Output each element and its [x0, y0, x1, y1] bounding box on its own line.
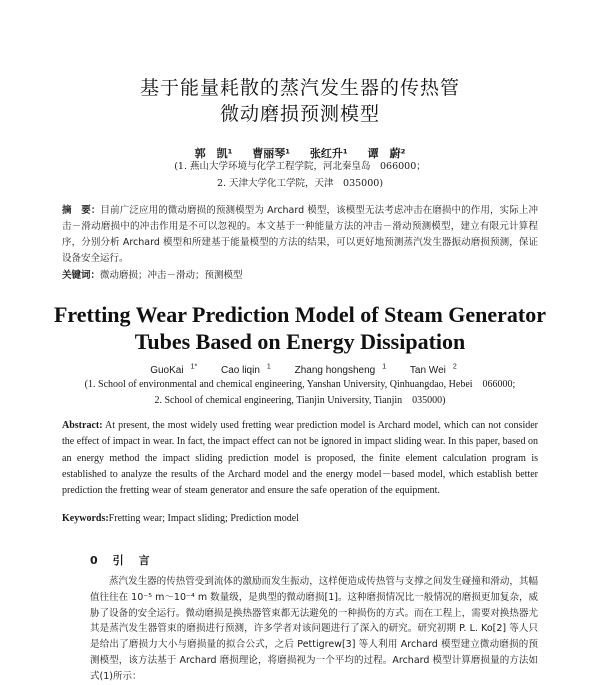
- english-keywords-text: Fretting wear; Impact sliding; Prediction model: [108, 513, 299, 524]
- chinese-keywords-label: 关键词：: [62, 270, 101, 281]
- english-author-list: [0, 364, 600, 376]
- english-title-line-1: Fretting Wear Prediction Model of Steam Generator: [53, 302, 547, 327]
- author-cn: 郭 凯¹: [194, 147, 233, 160]
- english-abstract: [62, 418, 538, 499]
- author-cn: 谭 蔚²: [367, 147, 406, 160]
- english-title-line-2: Tubes Based on Energy Dissipation: [134, 329, 466, 354]
- chinese-author-list: [0, 145, 600, 161]
- author-cn: 张红升¹: [309, 147, 348, 160]
- english-affiliation-2: 2. School of chemical engineering, Tianjin University, Tianjin 035000): [154, 395, 446, 406]
- english-keywords: [62, 512, 538, 526]
- chinese-keywords: [62, 269, 538, 283]
- english-keywords-label: Keywords:: [62, 513, 109, 524]
- english-abstract-text: At present, the most widely used fretting wear prediction model is Archard model, which can not consider the effect of impact in wear. In fact, the impact effect can not be ignored in impact sliding wear. In this paper, based on an energy method the impact sliding prediction model is proposed, the finite element calculation program is established to analyze the results of the Archard model and the energy model－based model, which establish better prediction the fretting wear of steam generator and ensure the safe operation of the equipment.: [62, 420, 538, 497]
- chinese-abstract: [62, 203, 538, 267]
- author-en: Zhang hongsheng $^1$: [294, 364, 387, 377]
- author-en: Tan Wei $^2$: [409, 364, 457, 377]
- chinese-affiliation-2: 2. 天津大学化工学院，天津 035000): [216, 178, 384, 189]
- author-en: GuoKai $^{1*}$: [150, 364, 198, 377]
- english-abstract-label: Abstract:: [62, 420, 103, 431]
- author-en: Cao liqin $^1$: [220, 364, 271, 377]
- chinese-keywords-text: 微动磨损；冲击－滑动；预测模型: [100, 270, 243, 281]
- chinese-abstract-text: 目前广泛应用的微动磨损的预测模型为 Archard 模型，该模型无法考虑冲击在磨损中的作用，实际上冲击－滑动磨损中的冲击作用是不可以忽视的。本文基于一种能量方法的冲击－滑动预测模型，建立有限元计算程序，分别分析 Archard 模型和所建基于能量模型的方法的结果，可以更好地预测蒸汽发生器振动磨损预测，保证设备安全运行。: [62, 205, 538, 264]
- introduction-paragraph: 蒸汽发生器的传热管受到流体的激励而发生振动，这样便造成传热管与支撑之间发生碰撞和滑动，其幅值往往在 10⁻⁵ m～10⁻⁴ m 数量级，是典型的微动磨损[1]。这种磨损情况比一般情况的磨损更加复杂，威胁了设备的安全运行。微动磨损是换热器管束都无法避免的一种损伤的方式。而在工程上，需要对换热器尤其是蒸汽发生器管束的磨损进行预测，许多学者对该问题进行了深入的研究。研究初期 P. L. Ko[2] 等人只是给出了磨损力大小与磨损量的拟合公式，之后 Pettigrew[3] 等人利用 Archard 模型建立微动磨损的预测模型，该方法基于 Archard 磨损理论，将磨损视为一个平均的过程。Archard 模型计算磨损量的方法如式(1)所示：: [90, 576, 538, 682]
- chinese-title-line-2: 微动磨损预测模型: [219, 103, 380, 125]
- chinese-abstract-label: 摘 要：: [62, 205, 101, 216]
- chinese-title-line-1: 基于能量耗散的蒸汽发生器的传热管: [139, 77, 460, 99]
- section-heading-introduction: 0 引 言: [90, 554, 152, 567]
- chinese-affiliation-1: (1. 燕山大学环境与化学工程学院，河北秦皇岛 066000；: [174, 161, 426, 172]
- english-affiliation-1: (1. School of environmental and chemical engineering, Yanshan University, Qinhuangdao, Hebei 066000;: [84, 379, 516, 390]
- author-cn: 曹丽琴¹: [252, 147, 291, 160]
